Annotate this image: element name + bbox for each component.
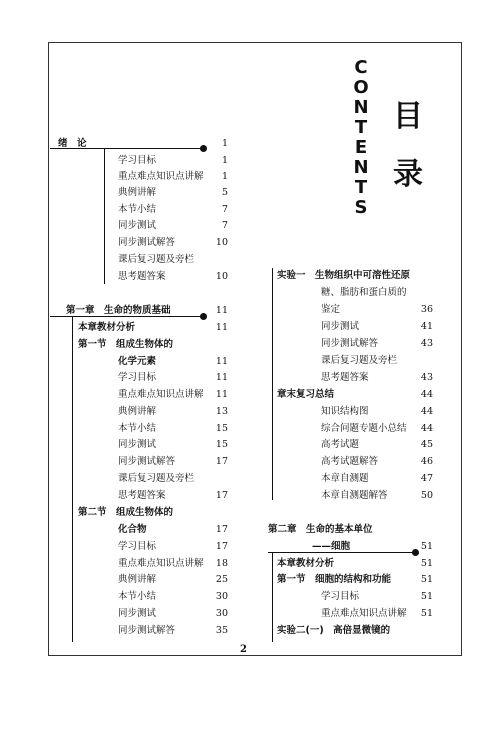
toc-page-number: 10 xyxy=(215,237,228,248)
toc-entry[interactable]: 重点难点知识点讲解 xyxy=(118,558,204,569)
toc-entry[interactable]: 第二节 组成生物体的 xyxy=(78,507,174,518)
toc-page-number: 11 xyxy=(215,389,228,400)
toc-entry[interactable]: 重点难点知识点讲解 xyxy=(118,389,204,400)
toc-page-number: 44 xyxy=(420,423,433,434)
toc-entry[interactable]: 第一节 组成生物体的 xyxy=(78,339,174,350)
title-char: 目 xyxy=(393,99,423,134)
toc-entry[interactable]: 重点难点知识点讲解 xyxy=(118,171,204,182)
toc-page-number: 43 xyxy=(420,338,433,349)
toc-entry[interactable]: 同步测试 xyxy=(321,321,360,332)
toc-page-number: 1 xyxy=(221,138,228,149)
toc-page-number: 11 xyxy=(215,356,228,367)
toc-entry[interactable]: 本节小结 xyxy=(118,423,157,434)
toc-entry[interactable]: 学习目标 xyxy=(118,372,157,383)
toc-page-number: 43 xyxy=(420,372,433,383)
toc-page-number: 41 xyxy=(420,321,433,332)
toc-entry[interactable]: 同步测试解答 xyxy=(321,338,379,349)
toc-entry[interactable]: 本章教材分析 xyxy=(78,322,136,333)
toc-page-number: 13 xyxy=(215,406,228,417)
toc-entry[interactable]: 思考题答案 xyxy=(118,490,166,501)
toc-entry[interactable]: 本节小结 xyxy=(118,204,157,215)
toc-entry[interactable]: 课后复习题及旁栏 xyxy=(118,473,195,484)
toc-page-number: 36 xyxy=(420,304,433,315)
toc-entry[interactable]: 思考题答案 xyxy=(321,372,369,383)
toc-entry[interactable]: 同步测试解答 xyxy=(118,625,176,636)
toc-entry[interactable]: 第一节 细胞的结构和功能 xyxy=(277,574,392,585)
title-char: 录 xyxy=(393,157,423,192)
toc-entry[interactable]: 学习目标 xyxy=(118,541,157,552)
toc-page-number: 7 xyxy=(221,204,228,215)
toc-entry[interactable]: 综合问题专题小总结 xyxy=(321,423,407,434)
page-title xyxy=(388,88,428,204)
right-bracket-top xyxy=(272,268,273,500)
contents-letter: T xyxy=(354,117,368,138)
toc-entry[interactable]: 第二章 生命的基本单位 xyxy=(268,524,373,535)
toc-entry[interactable]: 绪 论 xyxy=(58,138,87,149)
toc-page-number: 7 xyxy=(221,220,228,231)
toc-entry[interactable]: 化学元素 xyxy=(118,356,157,367)
toc-page-number: 17 xyxy=(215,490,228,501)
toc-page-number: 1 xyxy=(221,171,228,182)
contents-letter: N xyxy=(353,157,369,178)
toc-entry[interactable]: 鉴定 xyxy=(321,304,341,315)
toc-page-number: 11 xyxy=(215,372,228,383)
contents-letter: E xyxy=(354,137,368,158)
toc-entry[interactable]: 化合物 xyxy=(118,524,147,535)
toc-page-number: 44 xyxy=(420,406,433,417)
toc-entry[interactable]: 课后复习题及旁栏 xyxy=(118,254,195,265)
toc-page-number: 45 xyxy=(420,439,433,450)
contents-letter: C xyxy=(354,57,368,78)
toc-page-number: 47 xyxy=(420,473,433,484)
toc-page-number: 51 xyxy=(420,608,433,619)
toc-page-number: 11 xyxy=(215,322,228,333)
toc-entry[interactable]: 高考试题 xyxy=(321,439,360,450)
toc-entry[interactable]: 学习目标 xyxy=(118,155,157,166)
toc-page-number: 18 xyxy=(215,558,228,569)
toc-page-number: 51 xyxy=(420,574,433,585)
toc-page-number: 30 xyxy=(215,591,228,602)
toc-page-number: 44 xyxy=(420,389,433,400)
toc-entry[interactable]: 同步测试解答 xyxy=(118,456,176,467)
toc-entry[interactable]: 知识结构图 xyxy=(321,406,369,417)
toc-entry[interactable]: 高考试题解答 xyxy=(321,456,379,467)
toc-page-number: 10 xyxy=(215,271,228,282)
chapter1-bracket xyxy=(72,316,73,642)
toc-page-number: 51 xyxy=(420,541,433,552)
toc-page-number: 1 xyxy=(221,155,228,166)
toc-entry[interactable]: 实验二(一) 高倍显微镜的 xyxy=(277,625,391,636)
toc-page-number: 11 xyxy=(215,305,228,316)
toc-entry[interactable]: 糖、脂肪和蛋白质的 xyxy=(321,287,407,298)
toc-entry[interactable]: 重点难点知识点讲解 xyxy=(321,608,407,619)
toc-entry[interactable]: 同步测试 xyxy=(118,439,157,450)
toc-entry[interactable]: 本章自测题解答 xyxy=(321,490,388,501)
toc-entry[interactable]: 典例讲解 xyxy=(118,406,157,417)
contents-letter: O xyxy=(353,77,369,98)
toc-page-number: 51 xyxy=(420,591,433,602)
toc-page-number: 15 xyxy=(215,423,228,434)
page-number: 2 xyxy=(240,644,247,655)
toc-page-number: 35 xyxy=(215,625,228,636)
toc-page-number: 50 xyxy=(420,490,433,501)
toc-page-number: 17 xyxy=(215,456,228,467)
chapter1-bullet xyxy=(200,313,207,320)
toc-entry[interactable]: ——细胞 xyxy=(312,541,351,552)
toc-page-number: 15 xyxy=(215,439,228,450)
toc-page-number: 46 xyxy=(420,456,433,467)
contents-letter: T xyxy=(354,177,368,198)
intro-bullet xyxy=(200,145,207,152)
toc-entry[interactable]: 同步测试 xyxy=(118,220,157,231)
intro-bracket xyxy=(104,148,105,284)
contents-vertical-label xyxy=(350,58,372,218)
toc-page-number: 5 xyxy=(221,187,228,198)
contents-letter: S xyxy=(354,197,368,218)
toc-entry[interactable]: 同步测试 xyxy=(118,608,157,619)
toc-page-number: 17 xyxy=(215,541,228,552)
toc-entry[interactable]: 实验一 生物组织中可溶性还原 xyxy=(277,270,411,281)
contents-letter: N xyxy=(353,97,369,118)
toc-page-number: 30 xyxy=(215,608,228,619)
toc-entry[interactable]: 典例讲解 xyxy=(118,187,157,198)
chapter2-bracket xyxy=(272,552,273,642)
toc-entry[interactable]: 本节小结 xyxy=(118,591,157,602)
toc-page-number: 51 xyxy=(420,558,433,569)
toc-entry[interactable]: 本章教材分析 xyxy=(277,558,335,569)
toc-entry[interactable]: 课后复习题及旁栏 xyxy=(321,355,398,366)
toc-page-number: 17 xyxy=(215,524,228,535)
toc-entry[interactable]: 典例讲解 xyxy=(118,574,157,585)
toc-entry[interactable]: 思考题答案 xyxy=(118,271,166,282)
toc-entry[interactable]: 章末复习总结 xyxy=(277,389,335,400)
toc-entry[interactable]: 学习目标 xyxy=(321,591,360,602)
toc-entry[interactable]: 同步测试解答 xyxy=(118,237,176,248)
toc-entry[interactable]: 第一章 生命的物质基础 xyxy=(66,305,171,316)
toc-page-number: 25 xyxy=(215,574,228,585)
toc-entry[interactable]: 本章自测题 xyxy=(321,473,369,484)
